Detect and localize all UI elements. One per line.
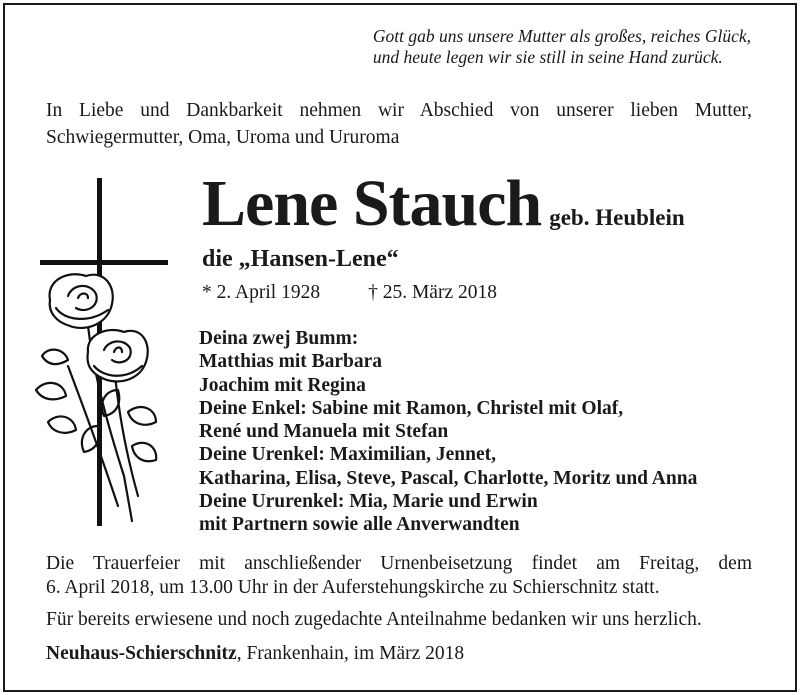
cross-with-roses-icon (28, 176, 176, 528)
intro-text (46, 97, 752, 151)
family-line: Deine Ururenkel: Mia, Marie und Erwin (199, 491, 538, 513)
family-line: Matthias mit Barbara (199, 351, 383, 373)
family-line: Joachim mit Regina (199, 374, 366, 396)
family-line: mit Partnern sowie alle Anverwandten (199, 514, 520, 536)
service-line-1: Die Trauerfeier mit anschließender Urnenbeisetzung findet am Freitag, dem (46, 553, 752, 574)
place-date (46, 642, 464, 666)
family-line: Deine Enkel: Sabine mit Ramon, Christel mit Olaf, (199, 397, 624, 419)
service-info (46, 552, 752, 600)
maiden-name: geb. Heublein (549, 205, 685, 230)
place-rest: , Frankenhain, im März 2018 (236, 643, 465, 664)
intro-line-2: Schwiegermutter, Oma, Uroma und Ururoma (46, 127, 400, 148)
family-line: Deine Urenkel: Maximilian, Jennet, (199, 444, 496, 466)
service-line-2: 6. April 2018, um 13.00 Uhr in der Auferstehungskirche zu Schierschnitz statt. (46, 577, 660, 598)
family-line: René und Manuela mit Stefan (199, 421, 449, 443)
thanks-text: Für bereits erwiesene und noch zugedachte Anteilnahme bedanken wir uns herzlich. (46, 609, 702, 630)
life-dates (202, 281, 497, 305)
nickname: die „Hansen-Lene“ (202, 246, 399, 272)
place-bold: Neuhaus-Schierschnitz (46, 643, 237, 664)
family-line: Deina zwej Bumm: (199, 328, 359, 349)
deceased-name (202, 168, 685, 254)
birth-date: * 2. April 1928 (202, 282, 321, 303)
poem (373, 26, 751, 68)
intro-line-1: In Liebe und Dankbarkeit nehmen wir Abschied von unserer lieben Mutter, (46, 100, 752, 121)
poem-line-1: Gott gab uns unsere Mutter als großes, reiches Glück, (372, 26, 751, 46)
family-list (199, 327, 697, 537)
family-line: Katharina, Elisa, Steve, Pascal, Charlotte, Moritz und Anna (199, 467, 698, 489)
poem-line-2: und heute legen wir sie still in seine Hand zurück. (372, 47, 723, 67)
deceased-name-text: Lene Stauch (202, 167, 542, 240)
death-date: † 25. März 2018 (368, 282, 497, 303)
